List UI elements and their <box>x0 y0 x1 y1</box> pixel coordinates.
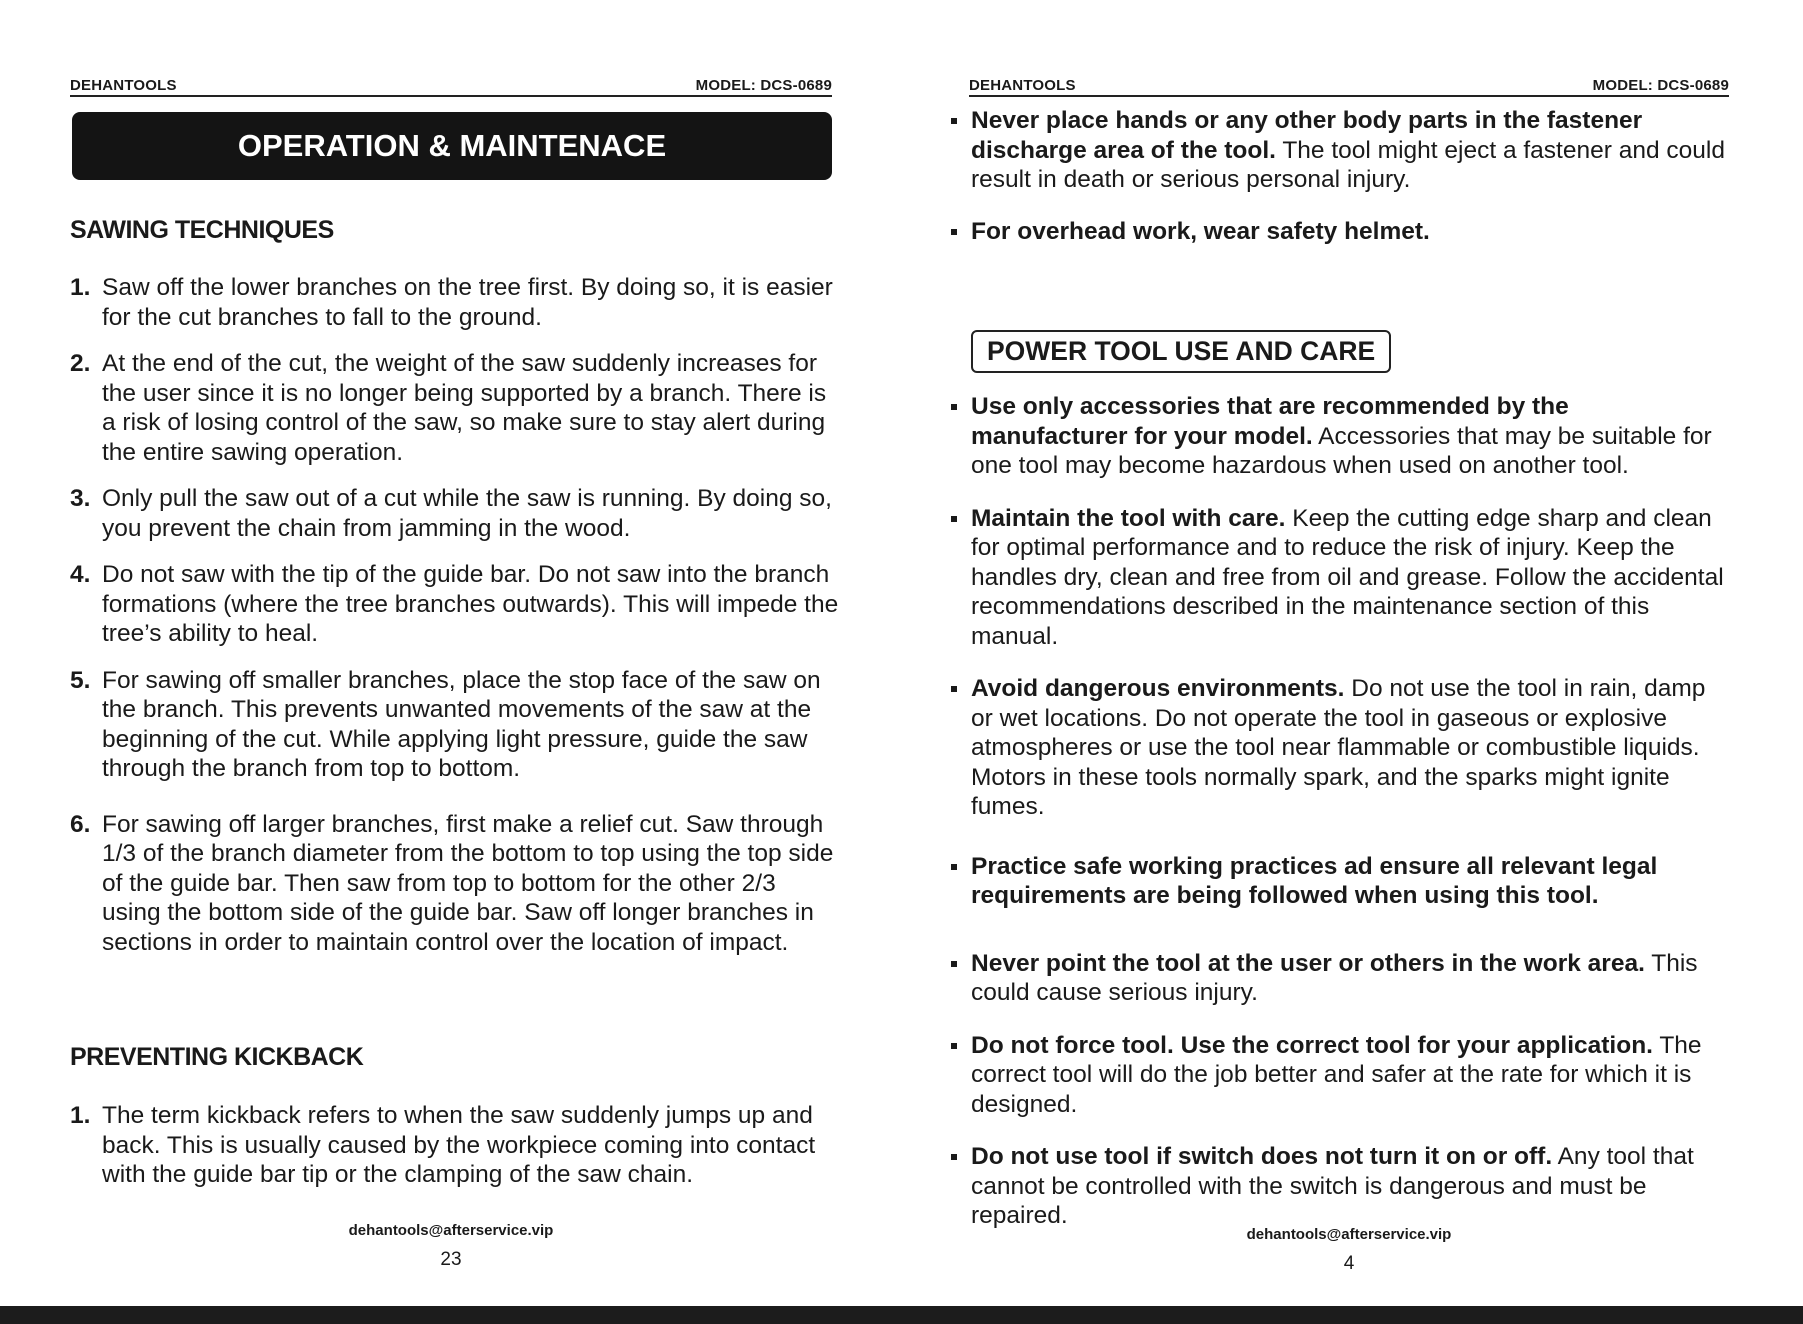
section-banner: OPERATION & MAINTENACE <box>72 112 832 180</box>
list-item <box>70 484 840 543</box>
brand-name: DEHANTOOLS <box>70 77 177 94</box>
running-header <box>969 75 1729 97</box>
bullet-item <box>951 217 1726 247</box>
bullet-text: Any tool that cannot be controlled with the switch is dangerous and must be repaired. <box>971 1143 1694 1229</box>
bullet-icon <box>951 404 957 410</box>
care-bullets <box>951 392 1726 1231</box>
bullet-icon <box>951 229 957 235</box>
bullet-text: Keep the cutting edge sharp and clean for optimal performance and to reduce the risk of injury. Keep the handles dry, clean and free from oil and grease. Follow the accidental recommendations described in the maintenance section of this manual. <box>971 504 1724 650</box>
bullet-text: This could cause serious injury. <box>971 949 1698 1006</box>
item-text: Do not saw with the tip of the guide bar. Do not saw into the branch formations (where the tree branches outwards). This will impede the tree’s ability to heal. <box>102 561 839 647</box>
bullet-icon <box>951 961 957 967</box>
item-text: For sawing off smaller branches, place the stop face of the saw on the branch. This prevents unwanted movements of the saw at the beginning of the cut. While applying light pressure, guide the saw through the branch from top to bottom. <box>102 666 821 782</box>
bullet-bold-text: Use only accessories that are recommended by the manufacturer for your model. <box>971 393 1569 450</box>
safety-bullets <box>951 106 1726 246</box>
item-number: 1. <box>70 274 91 301</box>
bullet-item <box>951 949 1726 1008</box>
right-page <box>969 0 1729 1290</box>
bullet-bold-text: For overhead work, wear safety helmet. <box>971 217 1430 245</box>
bullet-text: Do not use the tool in rain, damp or wet locations. Do not operate the tool in gaseous or explosive atmospheres or use the tool near flammable or combustible liquids. Motors in these tools normally spark, and the sparks might ignite fumes. <box>971 675 1706 820</box>
item-text: Only pull the saw out of a cut while the saw is running. By doing so, you prevent the chain from jamming in the wood. <box>102 485 832 542</box>
bullet-bold-text: Never place hands or any other body parts in the fastener discharge area of the tool. <box>971 107 1643 164</box>
list-item <box>70 1101 840 1190</box>
item-number: 2. <box>70 350 91 377</box>
page-number: 23 <box>440 1249 462 1270</box>
bullet-item <box>951 1031 1726 1120</box>
bullet-item <box>951 392 1726 481</box>
kickback-list <box>70 1101 840 1190</box>
list-item <box>70 349 840 467</box>
page-footer <box>969 1226 1729 1275</box>
item-number: 6. <box>70 810 91 838</box>
bullet-icon <box>951 864 957 870</box>
bullet-bold-text: Never point the tool at the user or others in the work area. <box>971 949 1645 977</box>
support-email: dehantools@afterservice.vip <box>348 1222 554 1239</box>
sawing-techniques-heading: SAWING TECHNIQUES <box>70 216 334 244</box>
bullet-icon <box>951 118 957 124</box>
item-number: 5. <box>70 666 91 694</box>
bullet-bold-text: Maintain the tool with care. <box>971 504 1286 532</box>
list-item <box>70 666 840 784</box>
preventing-kickback-heading: PREVENTING KICKBACK <box>70 1043 364 1071</box>
bullet-item <box>951 1142 1726 1231</box>
page-footer <box>70 1222 832 1271</box>
support-email: dehantools@afterservice.vip <box>1246 1226 1452 1243</box>
item-number: 4. <box>70 561 91 588</box>
sawing-techniques-list <box>70 273 840 957</box>
model-number: MODEL: DCS-0689 <box>695 77 832 94</box>
bullet-item <box>951 504 1726 652</box>
bullet-icon <box>951 1154 957 1160</box>
bullet-icon <box>951 516 957 522</box>
list-item <box>70 560 840 649</box>
list-item <box>70 810 840 958</box>
model-number: MODEL: DCS-0689 <box>1592 77 1729 94</box>
power-tool-care-heading: POWER TOOL USE AND CARE <box>971 330 1391 373</box>
bullet-icon <box>951 686 957 692</box>
item-number: 1. <box>70 1102 91 1129</box>
running-header <box>70 75 832 97</box>
bullet-bold-text: Avoid dangerous environments. <box>971 675 1345 702</box>
bullet-bold-text: Do not force tool. Use the correct tool for your application. <box>971 1031 1653 1059</box>
bullet-bold-text: Do not use tool if switch does not turn it on or off. <box>971 1143 1553 1170</box>
page-number: 4 <box>1343 1253 1355 1274</box>
bullet-text: The tool might eject a fastener and could result in death or serious personal injury. <box>971 136 1725 193</box>
list-item <box>70 273 840 332</box>
item-text: For sawing off larger branches, first make a relief cut. Saw through 1/3 of the branch diameter from the bottom to top using the top side of the guide bar. Then saw from top to bottom for the other 2/3 using the bottom side of the guide bar. Saw off longer branches in sections in order to maintain control over the location of impact. <box>102 810 834 956</box>
brand-name: DEHANTOOLS <box>969 77 1076 94</box>
item-text: Saw off the lower branches on the tree first. By doing so, it is easier for the cut branches to fall to the ground. <box>102 274 833 331</box>
item-text: At the end of the cut, the weight of the saw suddenly increases for the user since it is no longer being supported by a branch. There is a risk of losing control of the saw, so make sure to stay alert during the entire sawing operation. <box>102 350 827 466</box>
item-number: 3. <box>70 485 91 512</box>
bullet-icon <box>951 1043 957 1049</box>
bullet-text: The correct tool will do the job better and safer at the rate for which it is designed. <box>971 1031 1702 1118</box>
bullet-item <box>951 674 1726 822</box>
bullet-text: Accessories that may be suitable for one tool may become hazardous when used on another tool. <box>971 422 1712 479</box>
bullet-item <box>951 106 1726 195</box>
bullet-item <box>951 852 1726 911</box>
bullet-bold-text: Practice safe working practices ad ensure all relevant legal requirements are being followed when using this tool. <box>971 852 1658 909</box>
item-text: The term kickback refers to when the saw suddenly jumps up and back. This is usually caused by the workpiece coming into contact with the guide bar tip or the clamping of the saw chain. <box>102 1102 816 1188</box>
left-page <box>70 0 839 1290</box>
bottom-edge-bar <box>0 1306 1803 1324</box>
